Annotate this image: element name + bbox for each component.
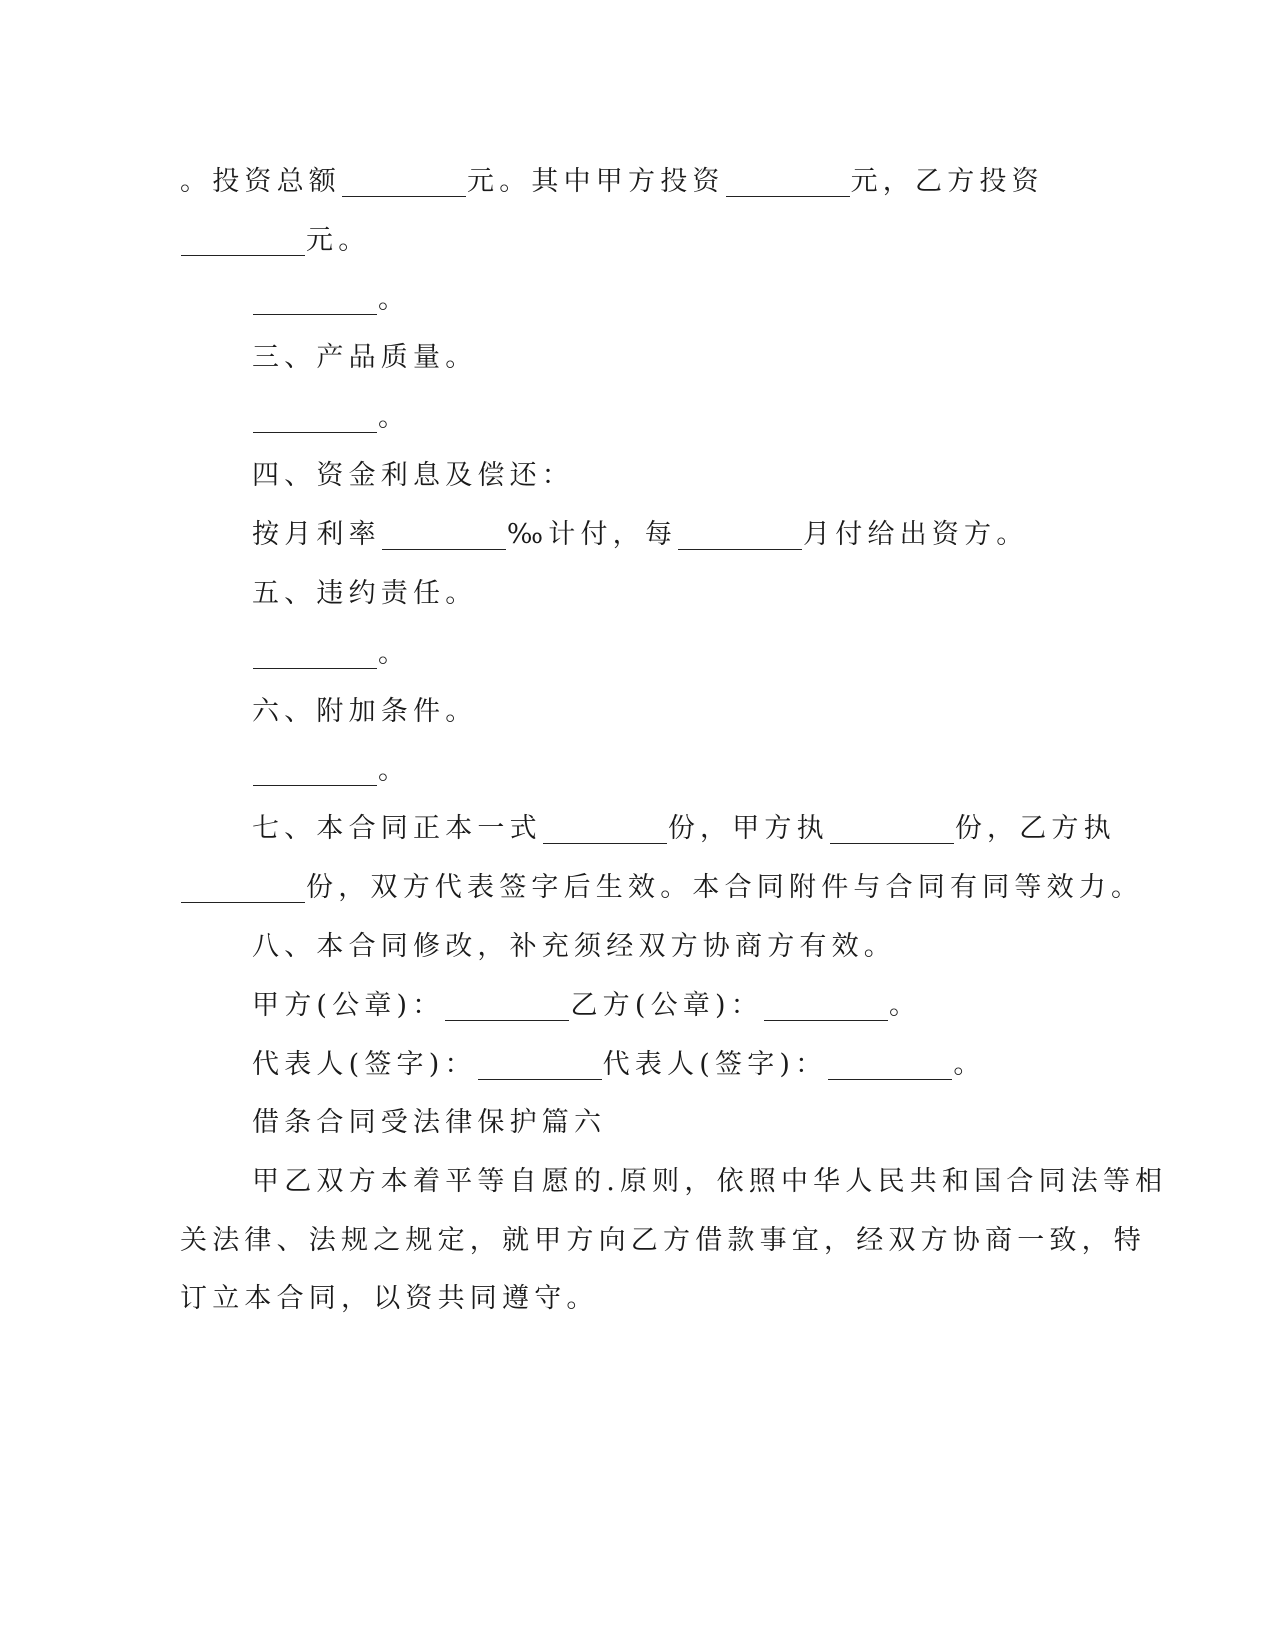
text-segment: 订立本合同，以资共同遵守。 — [180, 1283, 599, 1314]
text-segment: 元。其中甲方投资 — [467, 166, 725, 197]
text-line-blank-clause — [252, 282, 410, 318]
text-segment: 关法律、法规之规定，就甲方向乙方借款事宜，经双方协商一致，特 — [180, 1225, 1146, 1256]
text-segment: 。 — [378, 638, 411, 669]
text-segment: 六、附加条件。 — [252, 696, 478, 727]
text-line-blank-clause — [252, 753, 410, 789]
text-line-blank-clause — [252, 400, 410, 436]
fill-in-blank — [543, 815, 667, 844]
text-segment: ‰计付，每 — [506, 519, 678, 550]
text-segment: 。 — [378, 402, 411, 433]
fill-in-blank — [382, 521, 506, 550]
paragraph-line — [252, 1164, 1167, 1200]
text-segment: 。 — [953, 1049, 986, 1080]
signature-line-seals — [252, 988, 921, 1024]
section-title — [252, 1105, 606, 1141]
fill-in-blank — [830, 815, 954, 844]
text-line-amendment — [252, 929, 896, 965]
text-segment: 。 — [378, 755, 411, 786]
text-segment: 四、资金利息及偿还： — [252, 460, 574, 491]
text-line-blank-clause — [252, 636, 410, 672]
section-heading-interest-repayment — [252, 458, 574, 494]
fill-in-blank — [342, 168, 466, 197]
text-line-copies — [252, 811, 1116, 847]
paragraph-line — [180, 1281, 599, 1317]
fill-in-blank — [726, 168, 850, 197]
text-line-investment-total — [180, 164, 1044, 200]
text-segment: 元，乙方投资 — [850, 166, 1044, 197]
text-segment: 元。 — [306, 225, 371, 256]
fill-in-blank — [478, 1051, 602, 1080]
text-segment: 甲方(公章)： — [252, 990, 445, 1021]
text-segment: 代表人(签字)： — [602, 1049, 828, 1080]
text-segment: 份，双方代表签字后生效。本合同附件与合同有同等效力。 — [306, 872, 1144, 903]
text-segment: 三、产品质量。 — [252, 342, 478, 373]
section-heading-additional-conditions — [252, 694, 477, 730]
text-segment: 代表人(签字)： — [252, 1049, 477, 1080]
text-segment: 七、本合同正本一式 — [252, 813, 542, 844]
fill-in-blank — [764, 992, 888, 1021]
text-segment: 五、违约责任。 — [252, 578, 478, 609]
fill-in-blank — [253, 640, 377, 669]
signature-line-representatives — [252, 1047, 986, 1083]
fill-in-blank — [181, 874, 305, 903]
text-segment: 按月利率 — [252, 519, 381, 550]
fill-in-blank — [828, 1051, 952, 1080]
paragraph-line — [180, 1223, 1146, 1259]
fill-in-blank — [253, 286, 377, 315]
section-heading-breach-liability — [252, 576, 477, 612]
fill-in-blank — [253, 757, 377, 786]
text-line-copies-cont — [180, 870, 1143, 906]
text-segment: 八、本合同修改，补充须经双方协商方有效。 — [252, 931, 896, 962]
text-segment: 。 — [378, 284, 411, 315]
text-segment: 。 — [888, 990, 922, 1021]
text-segment: 乙方(公章)： — [570, 990, 763, 1021]
text-segment: 。投资总额 — [180, 166, 341, 197]
text-segment: 甲乙双方本着平等自愿的.原则，依照中华人民共和国合同法等相 — [252, 1166, 1168, 1197]
text-line-monthly-interest — [252, 517, 1028, 553]
text-segment: 借条合同受法律保护篇六 — [252, 1107, 607, 1138]
text-segment: 份，乙方执 — [954, 813, 1116, 844]
fill-in-blank — [181, 227, 305, 256]
fill-in-blank — [253, 404, 377, 433]
fill-in-blank — [445, 992, 569, 1021]
section-heading-product-quality — [252, 340, 477, 376]
text-line-investment-total-cont — [180, 223, 370, 259]
text-segment: 份，甲方执 — [667, 813, 829, 844]
fill-in-blank — [678, 521, 802, 550]
text-segment: 月付给出资方。 — [803, 519, 1029, 550]
